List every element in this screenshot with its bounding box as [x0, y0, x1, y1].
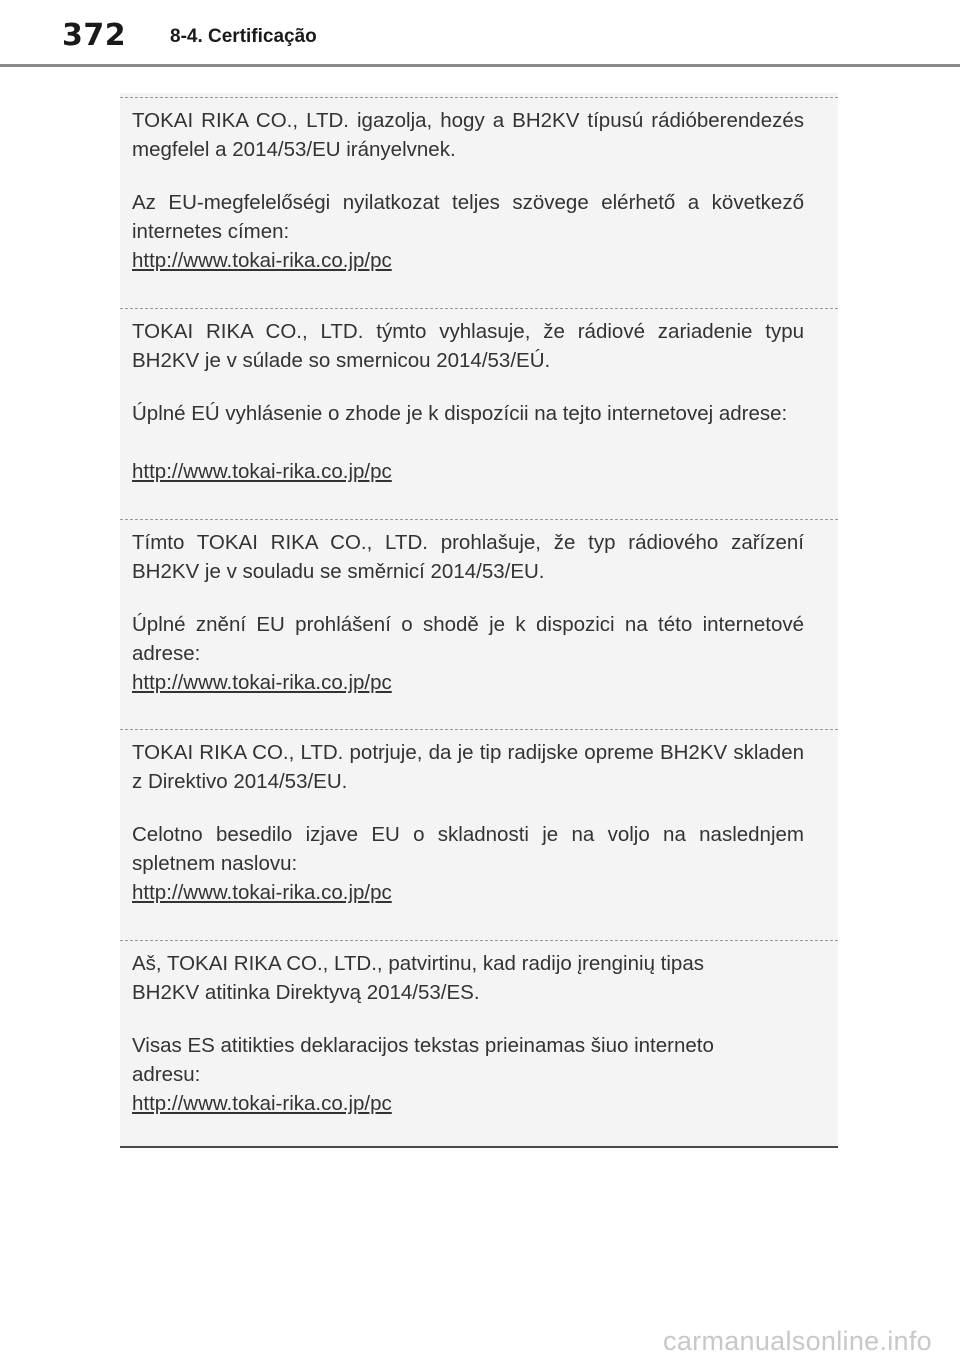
declaration-block-slovenian: [120, 729, 838, 940]
declaration-block-czech: [120, 519, 838, 730]
declaration-statement: Tímto TOKAI RIKA CO., LTD. prohlašuje, že typ rádiového zařízení BH2KV je v souladu se směrnicí 2014/53/EU.: [132, 531, 804, 583]
declaration-url-link[interactable]: http://www.tokai-rika.co.jp/pc: [132, 460, 392, 483]
declaration-full-text-notice: Az EU-megfelelőségi nyilatkozat teljes szövege elérhető a következő internetes címen:: [132, 191, 804, 243]
declaration-statement: TOKAI RIKA CO., LTD. týmto vyhlasuje, že rádiové zariadenie typu BH2KV je v súlade so smernicou 2014/53/EÚ.: [132, 320, 804, 372]
bottom-divider: [120, 1146, 838, 1148]
watermark: carmanualsonline.info: [663, 1326, 932, 1356]
declaration-block-hungarian: [120, 97, 838, 308]
declaration-url-link[interactable]: http://www.tokai-rika.co.jp/pc: [132, 881, 392, 904]
declaration-url-link[interactable]: http://www.tokai-rika.co.jp/pc: [132, 671, 392, 694]
section-title: 8-4. Certificação: [170, 26, 317, 47]
declaration-full-text-notice: Visas ES atitikties deklaracijos tekstas prieinamas šiuo interneto adresu:: [132, 1034, 714, 1086]
declaration-statement: TOKAI RIKA CO., LTD. igazolja, hogy a BH2KV típusú rádióberendezés megfelel a 2014/53/EU irányelvnek.: [132, 109, 804, 161]
declaration-full-text-notice: Úplné EÚ vyhlásenie o zhode je k dispozícii na tejto internetovej adrese:: [132, 402, 788, 425]
declaration-block-lithuanian: [120, 940, 838, 1146]
declaration-statement: Aš, TOKAI RIKA CO., LTD., patvirtinu, kad radijo įrenginių tipas BH2KV atitinka Direktyvą 2014/53/ES.: [132, 952, 704, 1004]
declaration-url-link[interactable]: http://www.tokai-rika.co.jp/pc: [132, 249, 392, 272]
header-divider: [0, 64, 960, 67]
page-number: 372: [62, 18, 127, 53]
declaration-full-text-notice: Úplné znění EU prohlášení o shodě je k dispozici na této internetové adrese:: [132, 613, 804, 665]
declaration-url-link[interactable]: http://www.tokai-rika.co.jp/pc: [132, 1092, 392, 1115]
declaration-block-slovak: [120, 308, 838, 519]
declaration-full-text-notice: Celotno besedilo izjave EU o skladnosti je na voljo na naslednjem spletnem naslovu:: [132, 823, 804, 875]
page-header: [0, 0, 960, 68]
declaration-statement: TOKAI RIKA CO., LTD. potrjuje, da je tip radijske opreme BH2KV skladen z Direktivo 2014/53/EU.: [132, 741, 804, 793]
